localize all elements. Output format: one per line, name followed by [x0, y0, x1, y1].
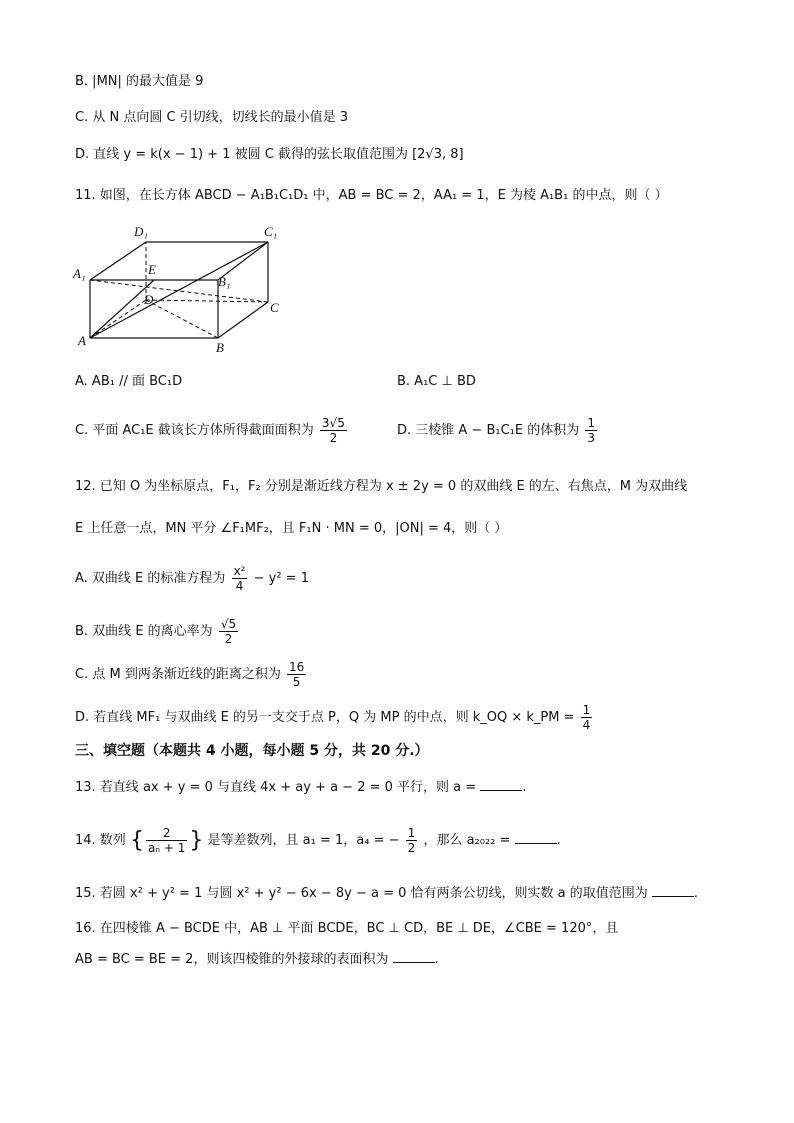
q14-text-tail: ，那么 a₂₀₂₂ =: [423, 833, 511, 848]
q15-text: 15. 若圆 x² + y² = 1 与圆 x² + y² − 6x − 8y − a = 0 恰有两条公切线，则实数 a 的取值范围为: [75, 886, 648, 901]
q12-option-a: [75, 564, 309, 593]
hidden-AD: [90, 300, 146, 338]
hidden-A1C: [90, 280, 268, 302]
q11-option-b: B. A₁C ⊥ BD: [397, 374, 476, 389]
q12-option-d-fraction: $\frac{1}{4}$: [582, 703, 591, 732]
q10-option-b: B. |MN| 的最大值是 9: [75, 74, 204, 89]
label-B1: B₁: [218, 274, 231, 289]
q12-option-c: [75, 660, 308, 689]
q11-option-c-text: C. 平面 AC₁E 截该长方体所得截面面积为: [75, 423, 314, 438]
q11-stem: 11. 如图，在长方体 ABCD − A₁B₁C₁D₁ 中，AB = BC = 2，AA₁ = 1，E 为棱 A₁B₁ 的中点，则（ ）: [75, 188, 668, 203]
q13-text: 13. 若直线 ax + y = 0 与直线 4x + ay + a − 2 = 0 平行，则 a =: [75, 780, 477, 795]
q12-option-a-tail: − y² = 1: [253, 571, 309, 586]
q13-answer-blank[interactable]: [480, 778, 522, 791]
q11-option-d: [397, 416, 599, 445]
hidden-DB: [146, 300, 218, 338]
q10-option-d: D. 直线 y = k(x − 1) + 1 被圆 C 截得的弦长取值范围为 [2√3, 8]: [75, 147, 464, 162]
q12-option-c-fraction: $\frac{16}{5}$: [288, 660, 305, 689]
q14-a4-fraction: $\frac{1}{2}$: [407, 826, 416, 855]
q10-option-c: C. 从 N 点向圆 C 引切线，切线长的最小值是 3: [75, 110, 349, 125]
q11-option-d-text: D. 三棱锥 A − B₁C₁E 的体积为: [397, 423, 580, 438]
label-A1: A₁: [73, 266, 86, 281]
q15-answer-blank[interactable]: [652, 884, 694, 897]
cuboid-figure: [70, 218, 300, 358]
label-B: B: [216, 340, 224, 355]
q14: 14. 数列 { $\frac{2}{\text{aₙ + 1}}$ } 是等差数列，且 a₁ = 1，a₄ = − $\frac{1}{2}$ ，那么 a₂₀₂₂ = .: [75, 826, 561, 855]
q11-option-c: [75, 416, 349, 445]
q16-answer-blank[interactable]: [393, 950, 435, 963]
brace-left: {: [129, 828, 144, 853]
diag-AC1: [90, 242, 268, 338]
label-E: E: [148, 262, 156, 277]
q14-sequence-fraction: $\frac{2}{\text{aₙ + 1}}$: [147, 826, 186, 855]
label-D1: D₁: [134, 224, 148, 239]
q12-option-a-fraction: $\frac{\text{x²}}{4}$: [233, 564, 246, 593]
q16-line2: AB = BC = BE = 2，则该四棱锥的外接球的表面积为 .: [75, 952, 439, 967]
q12-option-a-text: A. 双曲线 E 的标准方程为: [75, 571, 226, 586]
q16-line1: 16. 在四棱锥 A − BCDE 中，AB ⊥ 平面 BCDE，BC ⊥ CD，BE ⊥ DE，∠CBE = 120°，且: [75, 921, 619, 936]
q12-option-b-text: B. 双曲线 E 的离心率为: [75, 624, 213, 639]
label-D: D: [144, 292, 154, 307]
q16-text: AB = BC = BE = 2，则该四棱锥的外接球的表面积为: [75, 952, 389, 967]
q12-option-d: [75, 703, 594, 732]
brace-right: }: [189, 828, 204, 853]
q12-option-d-text: D. 若直线 MF₁ 与双曲线 E 的另一支交于点 P，Q 为 MP 的中点，则 k_OQ × k_PM =: [75, 710, 575, 725]
q12-stem-line2: E 上任意一点，MN 平分 ∠F₁MF₂，且 F₁N · MN = 0，|ON| = 4，则（ ）: [75, 521, 508, 536]
q12-stem-line1: 12. 已知 O 为坐标原点，F₁，F₂ 分别是渐近线方程为 x ± 2y = 0 的双曲线 E 的左、右焦点，M 为双曲线: [75, 479, 688, 494]
label-C1: C₁: [264, 224, 278, 239]
q12-option-c-text: C. 点 M 到两条渐近线的距离之积为: [75, 667, 281, 682]
q14-answer-blank[interactable]: [515, 831, 557, 844]
q11-option-d-fraction: $\frac{1}{3}$: [587, 416, 596, 445]
q13: 13. 若直线 ax + y = 0 与直线 4x + ay + a − 2 = 0 平行，则 a = .: [75, 780, 527, 795]
label-C: C: [270, 300, 279, 315]
q12-option-b-fraction: $\frac{√5}{2}$: [220, 617, 237, 646]
q15: 15. 若圆 x² + y² = 1 与圆 x² + y² − 6x − 8y − a = 0 恰有两条公切线，则实数 a 的取值范围为 .: [75, 886, 699, 901]
hidden-DC: [146, 300, 268, 302]
edge-BC: [218, 302, 268, 338]
q12-option-b: [75, 617, 240, 646]
q14-text-pre: 14. 数列: [75, 833, 126, 848]
edge-A1D1: [90, 242, 146, 280]
q11-option-a: A. AB₁ // 面 BC₁D: [75, 374, 183, 389]
section-3-heading: 三、填空题（本题共 4 小题，每小题 5 分，共 20 分.）: [75, 743, 429, 759]
q14-text-post: 是等差数列，且 a₁ = 1，a₄ = −: [207, 833, 400, 848]
label-A: A: [78, 333, 86, 348]
q11-option-c-fraction: $\frac{3√5}{2}$: [321, 416, 345, 445]
